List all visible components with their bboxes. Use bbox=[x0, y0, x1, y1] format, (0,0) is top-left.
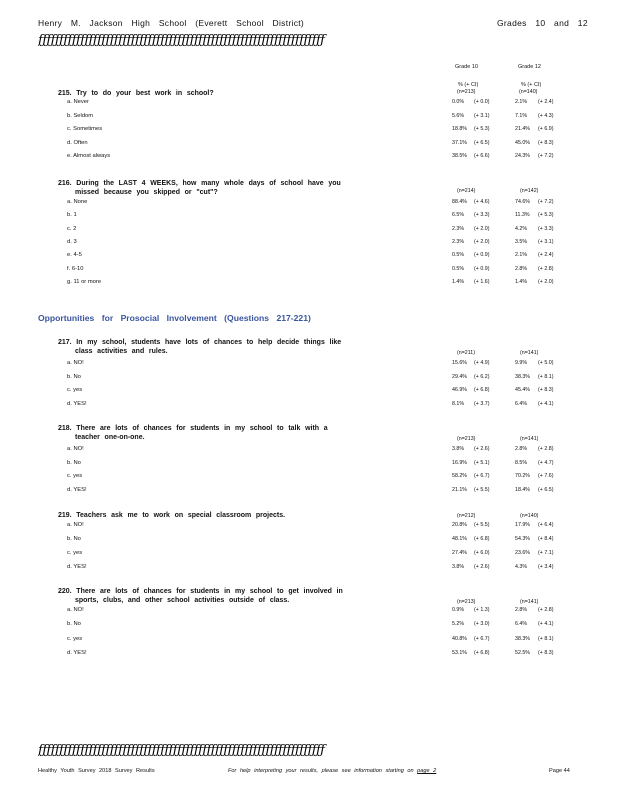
q218-ci-grade10: (+ 5.5) bbox=[474, 486, 490, 493]
q219-percent-grade12: 4.3% bbox=[515, 564, 528, 570]
q215-ci-grade10: (+ 5.3) bbox=[474, 126, 490, 132]
q215-option-label: a. Never bbox=[67, 99, 89, 105]
q218-option-label: b. No bbox=[67, 459, 81, 466]
q219-n-grade12: (n=140) bbox=[520, 513, 539, 519]
q215-ci-grade10: (+ 0.0) bbox=[474, 99, 490, 105]
q218-percent-grade10: 3.8% bbox=[452, 446, 465, 452]
grade-10-stat-label: % (+ CI) bbox=[458, 82, 479, 88]
q216-percent-grade10: 6.5% bbox=[452, 212, 465, 219]
q218-ci-grade12: (+ 4.7) bbox=[538, 459, 554, 466]
q215-ci-grade12: (+ 8.3) bbox=[538, 139, 554, 146]
q219-ci-grade10: (+ 5.5) bbox=[474, 522, 490, 528]
q215-option-label: c. Sometimes bbox=[67, 126, 103, 132]
q216-option-label: e. 4-5 bbox=[67, 252, 82, 259]
q215-ci-grade10: (+ 3.1) bbox=[474, 112, 490, 119]
q220-option-label: b. No bbox=[67, 621, 81, 628]
q217-n-grade10: (n=211) bbox=[457, 350, 476, 356]
question-218-title-line1: 218. There are lots of chances for students in my school to talk with a bbox=[58, 423, 328, 432]
q215-percent-grade10: 38.5% bbox=[452, 153, 468, 159]
header-grades: Grades 10 and 12 bbox=[497, 18, 588, 28]
q217-ci-grade10: (+ 6.8) bbox=[474, 387, 490, 393]
q219-percent-grade10: 20.8% bbox=[452, 522, 468, 528]
q216-percent-grade12: 4.2% bbox=[515, 225, 528, 232]
q220-ci-grade10: (+ 6.8) bbox=[474, 649, 490, 656]
q216-ci-grade10: (+ 4.6) bbox=[474, 199, 490, 205]
q217-ci-grade12: (+ 4.1) bbox=[538, 400, 554, 407]
q217-option-label: c. yes bbox=[67, 387, 83, 393]
q220-n-grade10: (n=213) bbox=[457, 599, 476, 605]
q216-percent-grade10: 0.5% bbox=[452, 265, 465, 272]
q220-percent-grade10: 53.1% bbox=[452, 649, 468, 656]
q216-n-grade10: (n=214) bbox=[457, 188, 476, 194]
q216-ci-grade12: (+ 3.3) bbox=[538, 225, 554, 232]
q220-percent-grade12: 52.5% bbox=[515, 649, 531, 656]
q215-percent-grade12: 21.4% bbox=[515, 126, 531, 132]
grade-12-stat-label: % (+ CI) bbox=[521, 82, 542, 88]
footer-help-prefix: For help interpreting your results, please see information starting on bbox=[228, 768, 414, 774]
q216-percent-grade12: 1.4% bbox=[515, 278, 528, 285]
q219-ci-grade12: (+ 6.4) bbox=[538, 522, 554, 528]
q216-percent-grade12: 2.1% bbox=[515, 252, 528, 259]
q218-ci-grade10: (+ 6.7) bbox=[474, 473, 490, 479]
q220-ci-grade12: (+ 2.8) bbox=[538, 607, 554, 613]
q216-percent-grade12: 2.8% bbox=[515, 265, 528, 272]
q217-percent-grade10: 15.6% bbox=[452, 360, 468, 366]
q220-option-label: d. YES! bbox=[67, 649, 87, 656]
question-219-title-line1: 219. Teachers ask me to work on special classroom projects. bbox=[58, 510, 286, 519]
bottom-rule: ƒƒƒƒƒƒƒƒƒƒƒƒƒƒƒƒƒƒƒƒƒƒƒƒƒƒƒƒƒƒƒƒƒƒƒƒƒƒƒƒƒƒƒƒƒƒƒƒƒƒƒƒƒƒƒƒƒƒƒƒƒƒƒƒƒƒƒƒ bbox=[38, 743, 325, 758]
q215-percent-grade10: 18.8% bbox=[452, 126, 468, 132]
q215-ci-grade10: (+ 6.5) bbox=[474, 139, 490, 146]
q215-option-label: b. Seldom bbox=[67, 112, 94, 119]
q216-ci-grade12: (+ 3.1) bbox=[538, 238, 554, 245]
footer-help-text bbox=[228, 768, 436, 774]
q215-ci-grade12: (+ 2.4) bbox=[538, 99, 554, 105]
footer-page-number: Page 44 bbox=[549, 768, 570, 774]
q216-ci-grade10: (+ 3.3) bbox=[474, 212, 490, 219]
q215-percent-grade10: 5.6% bbox=[452, 112, 465, 119]
q217-percent-grade12: 38.3% bbox=[515, 373, 531, 380]
q217-n-grade12: (n=141) bbox=[520, 350, 539, 356]
q219-ci-grade12: (+ 8.4) bbox=[538, 536, 554, 542]
q220-percent-grade12: 38.3% bbox=[515, 635, 531, 642]
q219-option-label: d. YES! bbox=[67, 564, 87, 570]
q216-ci-grade10: (+ 1.6) bbox=[474, 278, 490, 285]
q219-percent-grade10: 48.1% bbox=[452, 536, 468, 542]
q219-percent-grade12: 17.9% bbox=[515, 522, 531, 528]
q220-percent-grade12: 6.4% bbox=[515, 621, 528, 628]
q215-n-grade12: (n=140) bbox=[519, 89, 538, 95]
q215-percent-grade12: 2.1% bbox=[515, 99, 528, 105]
q217-percent-grade10: 29.4% bbox=[452, 373, 468, 380]
q220-ci-grade12: (+ 8.1) bbox=[538, 635, 554, 642]
q217-option-label: d. YES! bbox=[67, 400, 87, 407]
q218-percent-grade12: 8.5% bbox=[515, 459, 528, 466]
question-218-title-line2: teacher one-on-one. bbox=[75, 432, 145, 441]
q219-percent-grade12: 54.3% bbox=[515, 536, 531, 542]
q215-ci-grade10: (+ 6.6) bbox=[474, 153, 490, 159]
q217-ci-grade10: (+ 6.2) bbox=[474, 373, 490, 380]
q216-ci-grade12: (+ 2.8) bbox=[538, 265, 554, 272]
q216-option-label: f. 6-10 bbox=[67, 265, 84, 272]
q217-ci-grade10: (+ 4.9) bbox=[474, 360, 490, 366]
q218-ci-grade12: (+ 7.6) bbox=[538, 473, 554, 479]
question-220-title-line2: sports, clubs, and other school activities outside of class. bbox=[75, 595, 290, 604]
q216-percent-grade10: 0.5% bbox=[452, 252, 465, 259]
q218-n-grade10: (n=213) bbox=[457, 436, 476, 442]
q216-percent-grade12: 11.3% bbox=[515, 212, 530, 219]
grade-10-header: Grade 10 bbox=[455, 64, 478, 70]
q218-ci-grade12: (+ 2.8) bbox=[538, 446, 554, 452]
q216-ci-grade12: (+ 7.2) bbox=[538, 199, 554, 205]
q215-percent-grade12: 7.1% bbox=[515, 112, 528, 119]
q217-ci-grade12: (+ 5.0) bbox=[538, 360, 554, 366]
q217-percent-grade12: 9.9% bbox=[515, 360, 528, 366]
q216-percent-grade10: 2.3% bbox=[452, 238, 465, 245]
grade-12-header: Grade 12 bbox=[518, 64, 541, 70]
q217-percent-grade10: 46.9% bbox=[452, 387, 468, 393]
q218-percent-grade10: 21.1% bbox=[452, 486, 468, 493]
q220-option-label: a. NO! bbox=[67, 607, 84, 613]
q216-option-label: g. 11 or more bbox=[67, 278, 102, 285]
q216-option-label: b. 1 bbox=[67, 212, 77, 219]
q218-percent-grade12: 2.8% bbox=[515, 446, 528, 452]
q219-percent-grade10: 27.4% bbox=[452, 550, 468, 556]
footer-survey-name: Healthy Youth Survey 2018 Survey Results bbox=[38, 768, 155, 774]
q219-ci-grade12: (+ 7.1) bbox=[538, 550, 554, 556]
footer-page-link[interactable]: page 2 bbox=[417, 768, 437, 774]
q217-ci-grade12: (+ 8.1) bbox=[538, 373, 554, 380]
q219-option-label: c. yes bbox=[67, 550, 83, 556]
q215-ci-grade12: (+ 4.3) bbox=[538, 112, 554, 119]
q219-option-label: b. No bbox=[67, 536, 81, 542]
top-rule: ƒƒƒƒƒƒƒƒƒƒƒƒƒƒƒƒƒƒƒƒƒƒƒƒƒƒƒƒƒƒƒƒƒƒƒƒƒƒƒƒƒƒƒƒƒƒƒƒƒƒƒƒƒƒƒƒƒƒƒƒƒƒƒƒƒƒƒƒ bbox=[38, 33, 325, 48]
q215-percent-grade10: 37.1% bbox=[452, 139, 468, 146]
q216-ci-grade10: (+ 0.9) bbox=[474, 265, 490, 272]
question-217-title-line2: class activities and rules. bbox=[75, 346, 168, 355]
q216-ci-grade12: (+ 5.3) bbox=[538, 212, 554, 219]
q220-ci-grade12: (+ 4.1) bbox=[538, 621, 554, 628]
q219-ci-grade10: (+ 2.6) bbox=[474, 564, 490, 570]
q215-percent-grade12: 24.3% bbox=[515, 153, 531, 159]
question-216-title-line2: missed because you skipped or "cut"? bbox=[75, 187, 218, 196]
q216-ci-grade10: (+ 2.0) bbox=[474, 238, 490, 245]
q218-percent-grade12: 18.4% bbox=[515, 486, 531, 493]
q216-percent-grade10: 2.3% bbox=[452, 225, 465, 232]
q215-percent-grade12: 45.0% bbox=[515, 139, 531, 146]
q216-ci-grade12: (+ 2.4) bbox=[538, 252, 554, 259]
q217-option-label: b. No bbox=[67, 373, 81, 380]
q216-option-label: d. 3 bbox=[67, 238, 77, 245]
q220-ci-grade10: (+ 3.0) bbox=[474, 621, 490, 628]
q218-ci-grade12: (+ 6.5) bbox=[538, 486, 554, 493]
q216-percent-grade10: 88.4% bbox=[452, 199, 468, 205]
q216-option-label: a. None bbox=[67, 199, 88, 205]
q218-n-grade12: (n=141) bbox=[520, 436, 539, 442]
q218-ci-grade10: (+ 5.1) bbox=[474, 459, 490, 466]
q215-percent-grade10: 0.0% bbox=[452, 99, 465, 105]
q220-percent-grade10: 0.9% bbox=[452, 607, 465, 613]
q215-option-label: e. Almost always bbox=[67, 153, 111, 159]
q215-ci-grade12: (+ 6.9) bbox=[538, 126, 554, 132]
q219-ci-grade12: (+ 3.4) bbox=[538, 564, 554, 570]
q220-ci-grade10: (+ 1.3) bbox=[474, 607, 490, 613]
q217-ci-grade10: (+ 3.7) bbox=[474, 400, 490, 407]
q218-option-label: c. yes bbox=[67, 473, 83, 479]
q220-percent-grade10: 5.2% bbox=[452, 621, 465, 628]
question-217-title-line1: 217. In my school, students have lots of chances to help decide things like bbox=[58, 337, 342, 346]
q218-percent-grade10: 58.2% bbox=[452, 473, 468, 479]
q216-percent-grade12: 74.6% bbox=[515, 199, 531, 205]
q218-option-label: a. NO! bbox=[67, 446, 84, 452]
q216-percent-grade12: 3.5% bbox=[515, 238, 528, 245]
q219-option-label: a. NO! bbox=[67, 522, 84, 528]
q219-n-grade10: (n=212) bbox=[457, 513, 476, 519]
question-220-title-line1: 220. There are lots of chances for students in my school to get involved in bbox=[58, 586, 343, 595]
q216-ci-grade10: (+ 0.9) bbox=[474, 252, 490, 259]
q220-n-grade12: (n=141) bbox=[520, 599, 539, 605]
q215-ci-grade12: (+ 7.2) bbox=[538, 153, 554, 159]
q220-ci-grade10: (+ 6.7) bbox=[474, 635, 490, 642]
q219-percent-grade12: 23.6% bbox=[515, 550, 531, 556]
q217-ci-grade12: (+ 8.3) bbox=[538, 387, 554, 393]
section-title-prosocial: Opportunities for Prosocial Involvement (Questions 217-221) bbox=[38, 313, 311, 323]
q217-percent-grade12: 6.4% bbox=[515, 400, 528, 407]
q218-percent-grade12: 70.2% bbox=[515, 473, 531, 479]
q219-ci-grade10: (+ 6.8) bbox=[474, 536, 490, 542]
q216-ci-grade10: (+ 2.0) bbox=[474, 225, 490, 232]
q215-option-label: d. Often bbox=[67, 139, 88, 146]
q220-percent-grade10: 40.8% bbox=[452, 635, 468, 642]
q220-ci-grade12: (+ 8.3) bbox=[538, 649, 554, 656]
q218-ci-grade10: (+ 2.6) bbox=[474, 446, 490, 452]
q219-percent-grade10: 3.8% bbox=[452, 564, 465, 570]
q216-option-label: c. 2 bbox=[67, 225, 77, 232]
q219-ci-grade10: (+ 6.0) bbox=[474, 550, 490, 556]
q218-percent-grade10: 16.9% bbox=[452, 459, 468, 466]
header-school: Henry M. Jackson High School (Everett School District) bbox=[38, 18, 305, 28]
q220-percent-grade12: 2.8% bbox=[515, 607, 528, 613]
q217-percent-grade12: 45.4% bbox=[515, 387, 531, 393]
q215-n-grade10: (n=213) bbox=[457, 89, 476, 95]
q217-option-label: a. NO! bbox=[67, 360, 84, 366]
question-215-title: 215. Try to do your best work in school? bbox=[58, 88, 214, 97]
q220-option-label: c. yes bbox=[67, 635, 83, 642]
q218-option-label: d. YES! bbox=[67, 486, 87, 493]
q216-percent-grade10: 1.4% bbox=[452, 278, 465, 285]
q216-ci-grade12: (+ 2.0) bbox=[538, 278, 554, 285]
q217-percent-grade10: 8.1% bbox=[452, 400, 465, 407]
question-216-title-line1: 216. During the LAST 4 WEEKS, how many whole days of school have you bbox=[58, 178, 341, 187]
q216-n-grade12: (n=142) bbox=[520, 188, 539, 194]
